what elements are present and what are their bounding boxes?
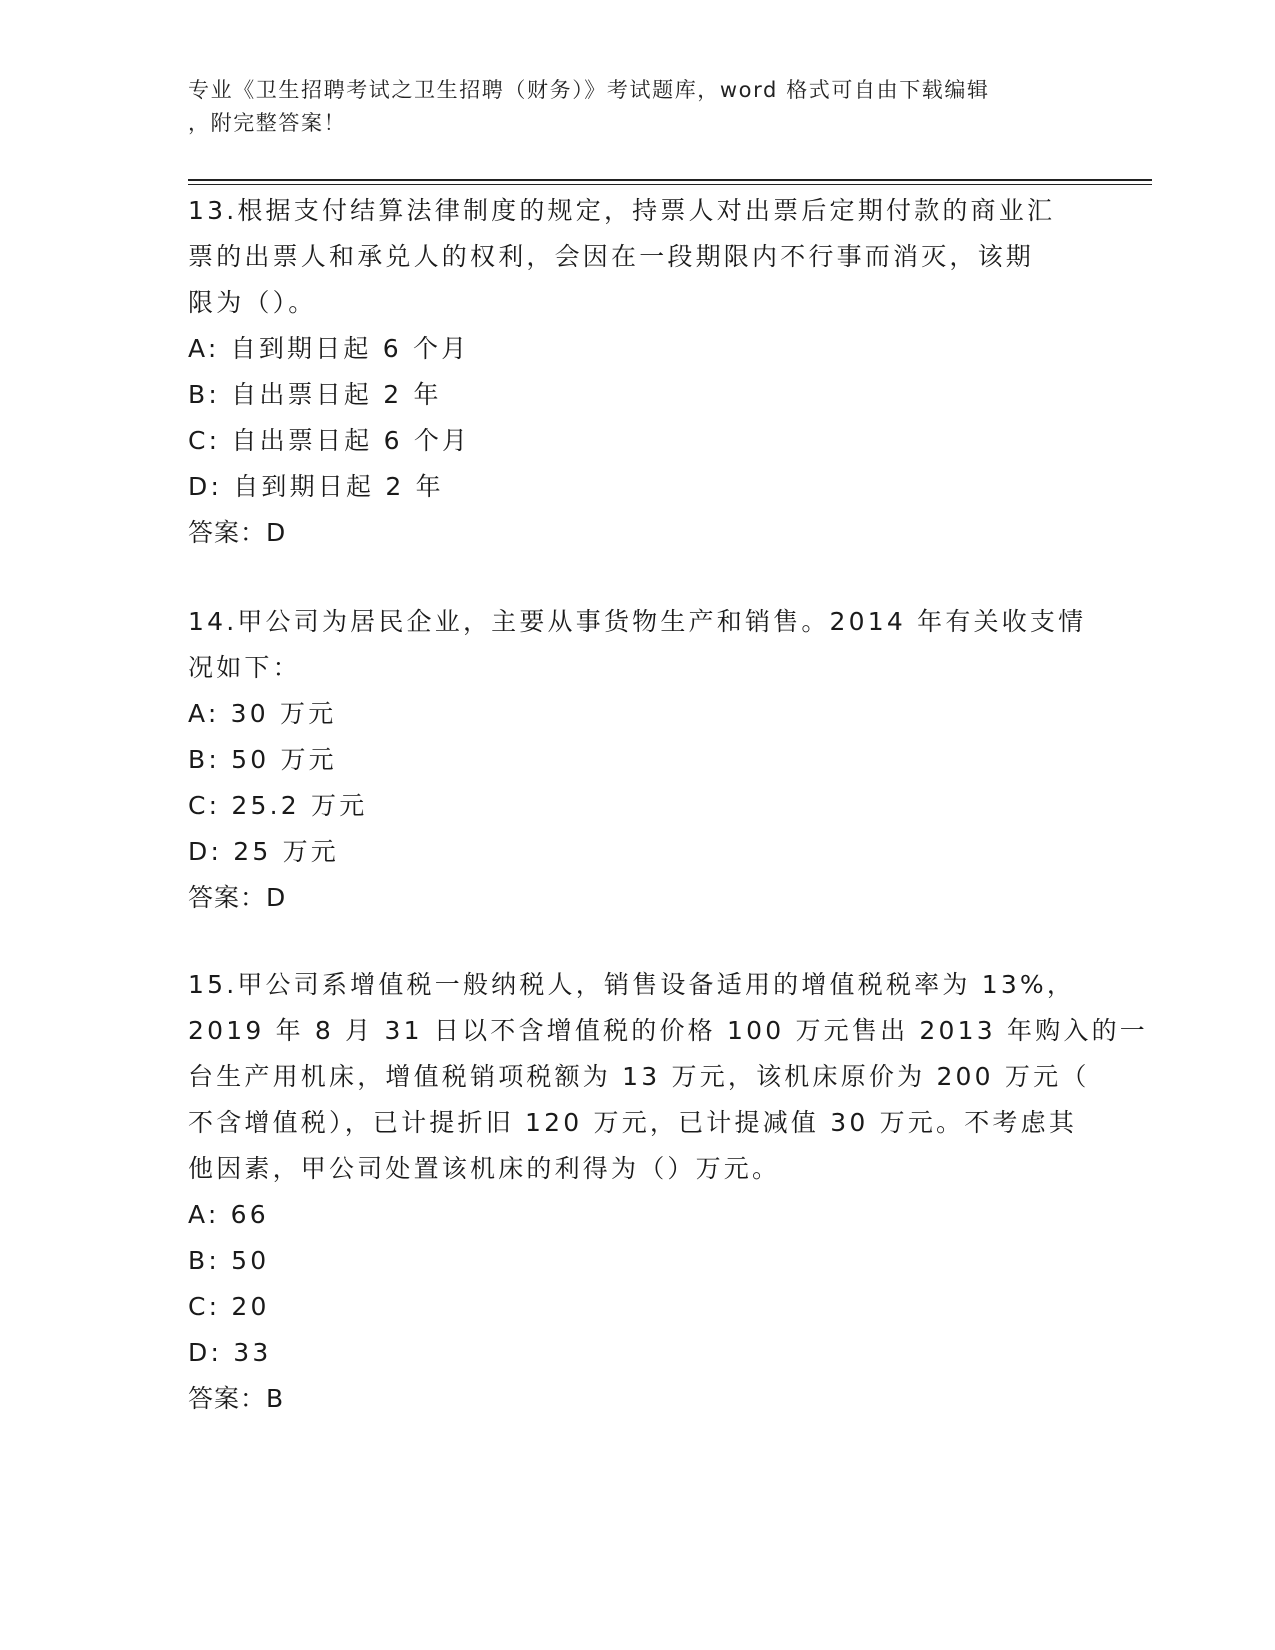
option-a: A: 30 万元 [188,699,337,728]
question-stem-line: 13.根据支付结算法律制度的规定，持票人对出票后定期付款的商业汇 [188,196,1056,225]
option-a: A: 66 [188,1200,269,1229]
option-b: B: 50 [188,1246,270,1275]
option-d: D: 25 万元 [188,837,339,866]
answer: 答案：D [188,518,287,547]
header-divider-thick [188,179,1152,181]
question-14 [188,599,1088,921]
question-15 [188,962,1149,1422]
option-d: D: 自到期日起 2 年 [188,472,444,501]
option-d: D: 33 [188,1338,272,1367]
question-stem-line: 限为（）。 [188,288,317,317]
answer: 答案：B [188,1384,285,1413]
option-c: C: 25.2 万元 [188,791,368,820]
question-stem-line: 他因素，甲公司处置该机床的利得为（）万元。 [188,1154,781,1183]
question-13 [188,188,1088,556]
option-a: A: 自到期日起 6 个月 [188,334,470,363]
question-stem-line: 15.甲公司系增值税一般纳税人，销售设备适用的增值税税率为 13%， [188,970,1076,999]
answer: 答案：D [188,883,287,912]
question-stem-line: 况如下： [188,653,301,682]
option-c: C: 自出票日起 6 个月 [188,426,471,455]
question-stem-line: 14.甲公司为居民企业，主要从事货物生产和销售。2014 年有关收支情 [188,607,1087,636]
option-b: B: 自出票日起 2 年 [188,380,442,409]
document-header [188,74,1068,140]
option-b: B: 50 万元 [188,745,337,774]
question-stem-line: 2019 年 8 月 31 日以不含增值税的价格 100 万元售出 2013 年购入的一 [188,1016,1149,1045]
header-line-2: ，附完整答案！ [188,111,347,135]
question-stem-line: 台生产用机床，增值税销项税额为 13 万元，该机床原价为 200 万元（ [188,1062,1090,1091]
question-stem-line: 票的出票人和承兑人的权利，会因在一段期限内不行事而消灭，该期 [188,242,1035,271]
question-stem-line: 不含增值税），已计提折旧 120 万元，已计提减值 30 万元。不考虑其 [188,1108,1078,1137]
option-c: C: 20 [188,1292,270,1321]
header-line-1: 专业《卫生招聘考试之卫生招聘（财务）》考试题库，word 格式可自由下载编辑 [188,78,990,102]
header-divider-thin [188,184,1152,185]
